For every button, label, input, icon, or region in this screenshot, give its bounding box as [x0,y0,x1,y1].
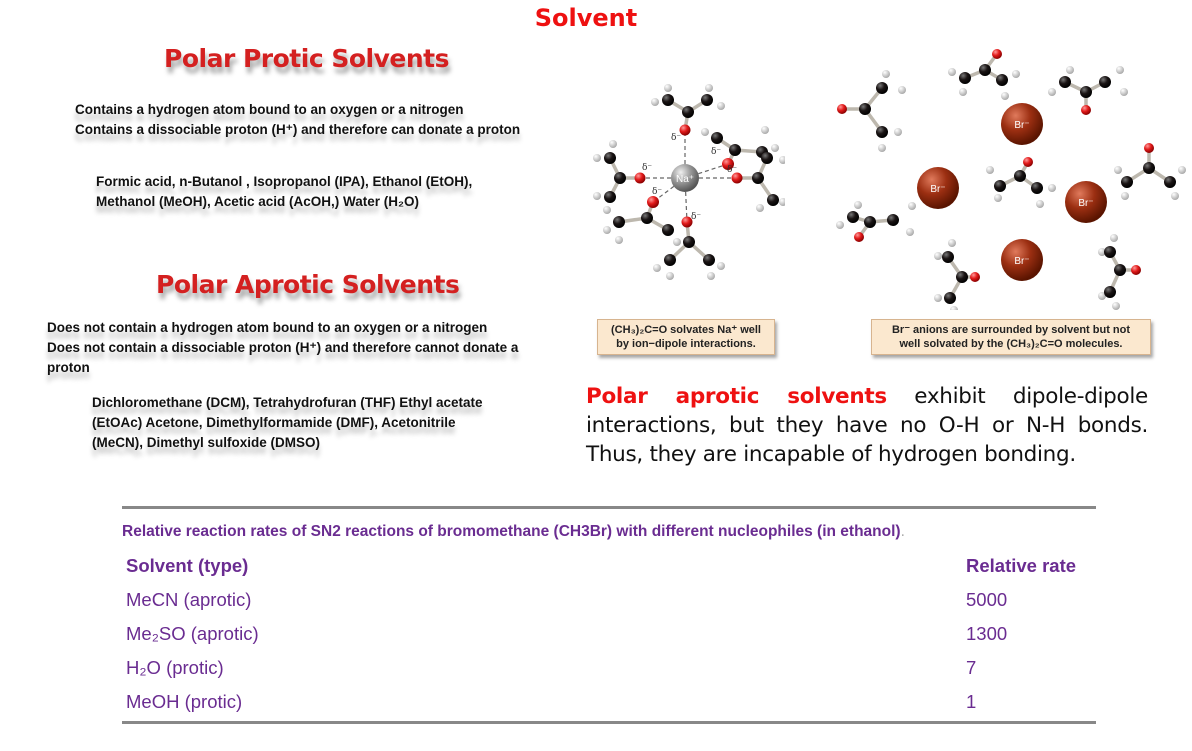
bromide-solvation-diagram [820,40,1192,310]
table-top-rule [122,506,1096,509]
cell-solvent: MeCN (aprotic) [126,589,252,610]
table-row [122,583,1096,617]
svg-text:δ⁻: δ⁻ [727,165,738,175]
aprotic-heading: Polar Aprotic Solvents [156,270,460,299]
table-caption-text: Relative reaction rates of SN2 reactions of bromomethane (CH3Br) with different nucleophiles (in ethanol) [122,523,901,540]
svg-text:δ⁻: δ⁻ [642,163,653,173]
aprotic-examples-line-3: (MeCN), Dimethyl sulfoxide (DMSO) [92,435,321,450]
table-header-row [122,549,1096,583]
svg-text:δ⁻: δ⁻ [671,133,682,143]
svg-text:Br⁻: Br⁻ [930,184,946,195]
sodium-caption [597,319,775,355]
aprotic-description [47,318,518,378]
cell-rate: 5000 [966,589,1008,610]
relative-rates-table [122,506,1096,724]
bromide-caption [871,319,1151,355]
aprotic-examples-line-2: (EtOAc) Acetone, Dimethylformamide (DMF), Acetonitrile [92,415,456,430]
svg-text:Br⁻: Br⁻ [1014,120,1030,131]
bromide-caption-line-1: Br⁻ anions are surrounded by solvent but not [891,324,1131,336]
svg-text:Br⁻: Br⁻ [1014,256,1030,267]
sodium-caption-line-1: (CH₃)₂C=O solvates Na⁺ well [611,324,761,336]
aprotic-line-3: proton [47,360,90,375]
svg-text:Na⁺: Na⁺ [675,174,695,185]
aprotic-examples [92,393,483,453]
protic-line-1: Contains a hydrogen atom bound to an oxygen or a nitrogen [75,102,464,117]
paragraph-body: exhibit dipole-dipole interactions, but they have no O-H or N-H bonds. Thus, they are incapable of hydrogen bonding. [586,384,1148,467]
protic-examples [96,172,472,212]
protic-line-2: Contains a dissociable proton (H⁺) and therefore can donate a proton [75,122,521,137]
cell-rate: 1300 [966,623,1008,644]
protic-heading: Polar Protic Solvents [164,44,449,73]
sodium-caption-line-2: by ion−dipole interactions. [616,338,756,350]
table-bottom-rule [122,721,1096,724]
table-row [122,651,1096,685]
aprotic-explanation-paragraph [586,382,1148,469]
table-row [122,685,1096,719]
cell-solvent: MeOH (protic) [126,691,243,712]
table-row [122,617,1096,651]
table-caption: Relative reaction rates of SN2 reactions of bromomethane (CH3Br) with different nucleophiles (in ethanol). [122,523,905,540]
header-relative-rate: Relative rate [966,555,1077,576]
bromide-caption-line-2: well solvated by the (CH₃)₂C=O molecules. [899,338,1123,350]
page-title: Solvent [534,4,638,32]
svg-text:δ⁻: δ⁻ [711,147,722,157]
cell-solvent: H₂O (protic) [126,657,224,678]
cell-rate: 7 [966,657,977,678]
svg-text:Br⁻: Br⁻ [1078,198,1094,209]
cell-solvent: Me₂SO (aprotic) [126,623,259,644]
svg-text:δ⁻: δ⁻ [652,187,663,197]
protic-description [75,100,520,140]
protic-examples-line-1: Formic acid, n-Butanol , Isopropanol (IPA), Ethanol (EtOH), [96,174,473,189]
sodium-solvation-diagram [585,80,785,280]
aprotic-line-1: Does not contain a hydrogen atom bound to an oxygen or a nitrogen [47,320,488,335]
header-solvent: Solvent (type) [126,555,249,576]
aprotic-examples-line-1: Dichloromethane (DCM), Tetrahydrofuran (THF) Ethyl acetate [92,395,483,410]
paragraph-highlight: Polar aprotic solvents [586,384,887,409]
svg-text:δ⁻: δ⁻ [691,212,702,222]
aprotic-line-2: Does not contain a dissociable proton (H⁺) and therefore cannot donate a [47,340,519,355]
protic-examples-line-2: Methanol (MeOH), Acetic acid (AcOH,) Water (H₂O) [96,194,420,209]
cell-rate: 1 [966,691,977,712]
